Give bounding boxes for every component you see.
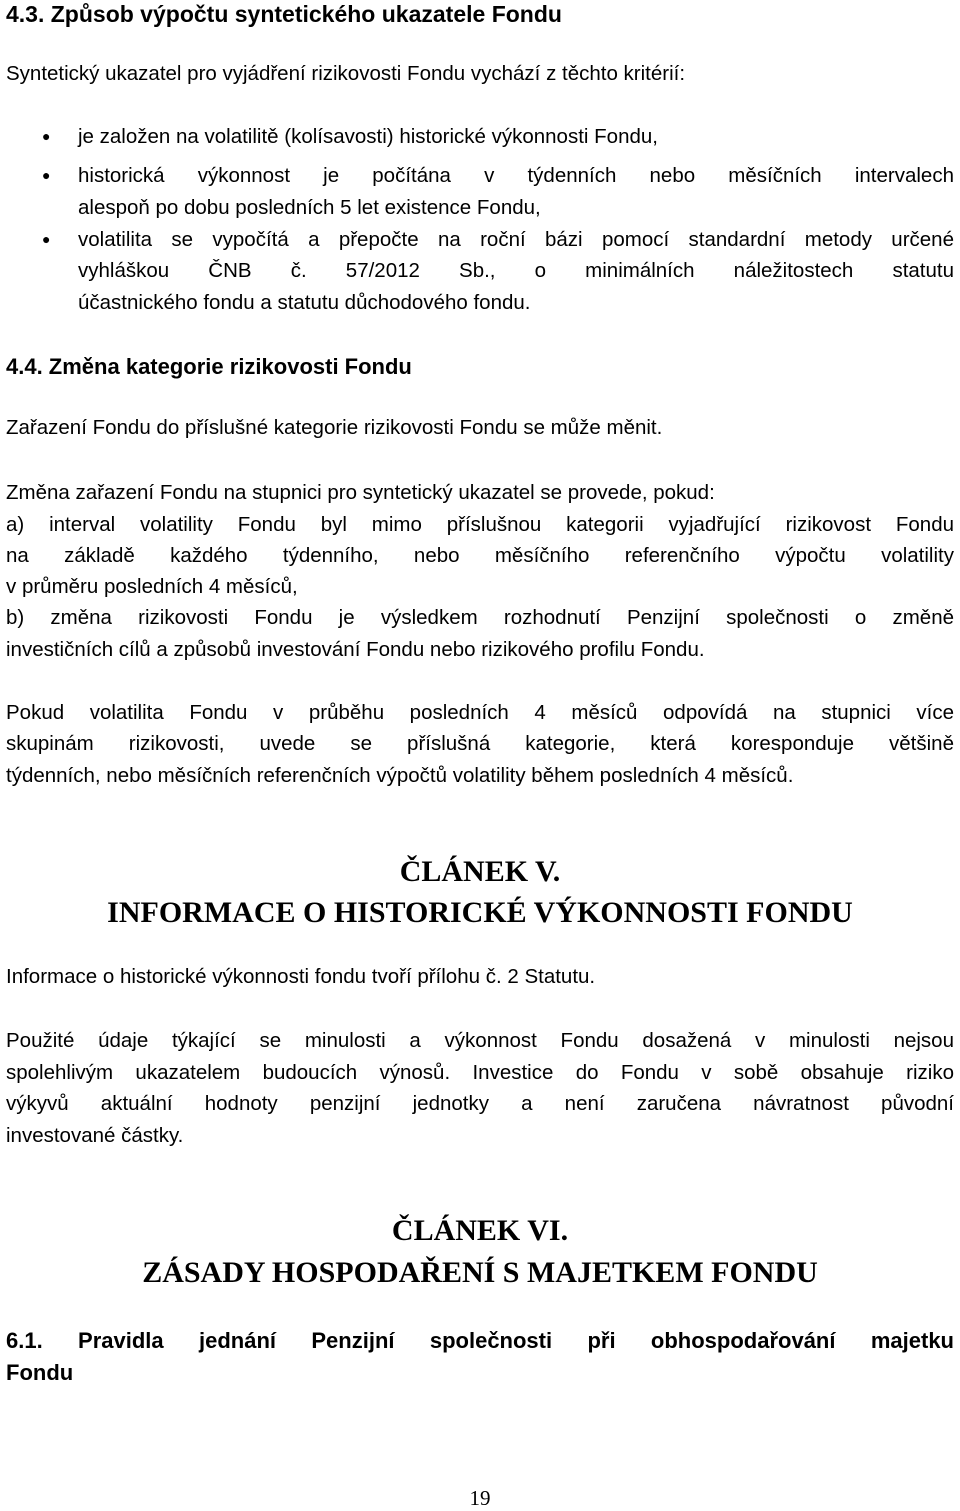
section-4-4-p1: Zařazení Fondu do příslušné kategorie rizikovosti Fondu se může měnit. <box>6 416 663 439</box>
section-4-4-p2-line-6: investičních cílů a způsobů investování Fondu nebo rizikového profilu Fondu. <box>6 638 705 661</box>
bullet-icon: ● <box>42 130 51 145</box>
bullet-3-line-2: vyhláškou ČNB č. 57/2012 Sb., o minimálních náležitostech statutu <box>78 259 954 282</box>
section-6-1-heading-line-1: 6.1. Pravidla jednání Penzijní společnosti při obhospodařování majetku <box>6 1328 954 1353</box>
bullet-2-line-2: alespoň po dobu posledních 5 let existence Fondu, <box>78 196 541 219</box>
article-5-number: ČLÁNEK V. <box>399 855 561 888</box>
section-4-4-p2-line-1: Změna zařazení Fondu na stupnici pro syntetický ukazatel se provede, pokud: <box>6 481 715 504</box>
section-4-4-heading: 4.4. Změna kategorie rizikovosti Fondu <box>6 354 412 379</box>
section-4-4-p3-line-2: skupinám rizikovosti, uvede se příslušná kategorie, která koresponduje většině <box>6 732 954 755</box>
article-5-p1: Informace o historické výkonnosti fondu tvoří přílohu č. 2 Statutu. <box>6 965 596 988</box>
bullet-3-line-1: volatilita se vypočítá a přepočte na roční bázi pomocí standardní metody určené <box>78 228 954 251</box>
section-4-3-intro: Syntetický ukazatel pro vyjádření rizikovosti Fondu vychází z těchto kritérií: <box>6 62 686 85</box>
article-5-p2-line-1: Použité údaje týkající se minulosti a výkonnost Fondu dosažená v minulosti nejsou <box>6 1029 954 1052</box>
article-5-title: INFORMACE O HISTORICKÉ VÝKONNOSTI FONDU <box>107 896 853 929</box>
page-number: 19 <box>469 1486 491 1510</box>
article-5-p2-line-2: spolehlivým ukazatelem budoucích výnosů. Investice do Fondu v sobě obsahuje riziko <box>6 1061 954 1084</box>
section-4-4-p2-line-3: na základě každého týdenního, nebo měsíčního referenčního výpočtu volatility <box>6 544 954 567</box>
section-4-4-p3-line-3: týdenních, nebo měsíčních referenčních výpočtů volatility během posledních 4 měsíců. <box>6 764 794 787</box>
article-6-number: ČLÁNEK VI. <box>391 1214 569 1247</box>
section-4-4-p3-line-1: Pokud volatilita Fondu v průběhu posledních 4 měsíců odpovídá na stupnici více <box>6 701 954 724</box>
section-4-4-p2-line-2: a) interval volatility Fondu byl mimo příslušnou kategorii vyjadřující rizikovost Fondu <box>6 513 954 536</box>
bullet-icon: ● <box>42 233 51 248</box>
article-5-p2-line-3: výkyvů aktuální hodnoty penzijní jednotky a není zaručena návratnost původní <box>6 1092 954 1115</box>
section-6-1-heading-line-2: Fondu <box>6 1360 74 1385</box>
section-4-3-heading: 4.3. Způsob výpočtu syntetického ukazatele Fondu <box>6 1 562 27</box>
section-4-4-p2-line-5: b) změna rizikovosti Fondu je výsledkem rozhodnutí Penzijní společnosti o změně <box>6 606 954 629</box>
section-4-4-p2-line-4: v průměru posledních 4 měsíců, <box>6 575 298 598</box>
bullet-1-text: je založen na volatilitě (kolísavosti) historické výkonnosti Fondu, <box>78 125 658 148</box>
bullet-2-line-1: historická výkonnost je počítána v týdenních nebo měsíčních intervalech <box>78 164 954 187</box>
bullet-3-line-3: účastnického fondu a statutu důchodového fondu. <box>78 291 531 314</box>
article-6-title: ZÁSADY HOSPODAŘENÍ S MAJETKEM FONDU <box>142 1256 818 1289</box>
bullet-icon: ● <box>42 169 51 184</box>
article-5-p2-line-4: investované částky. <box>6 1124 184 1147</box>
